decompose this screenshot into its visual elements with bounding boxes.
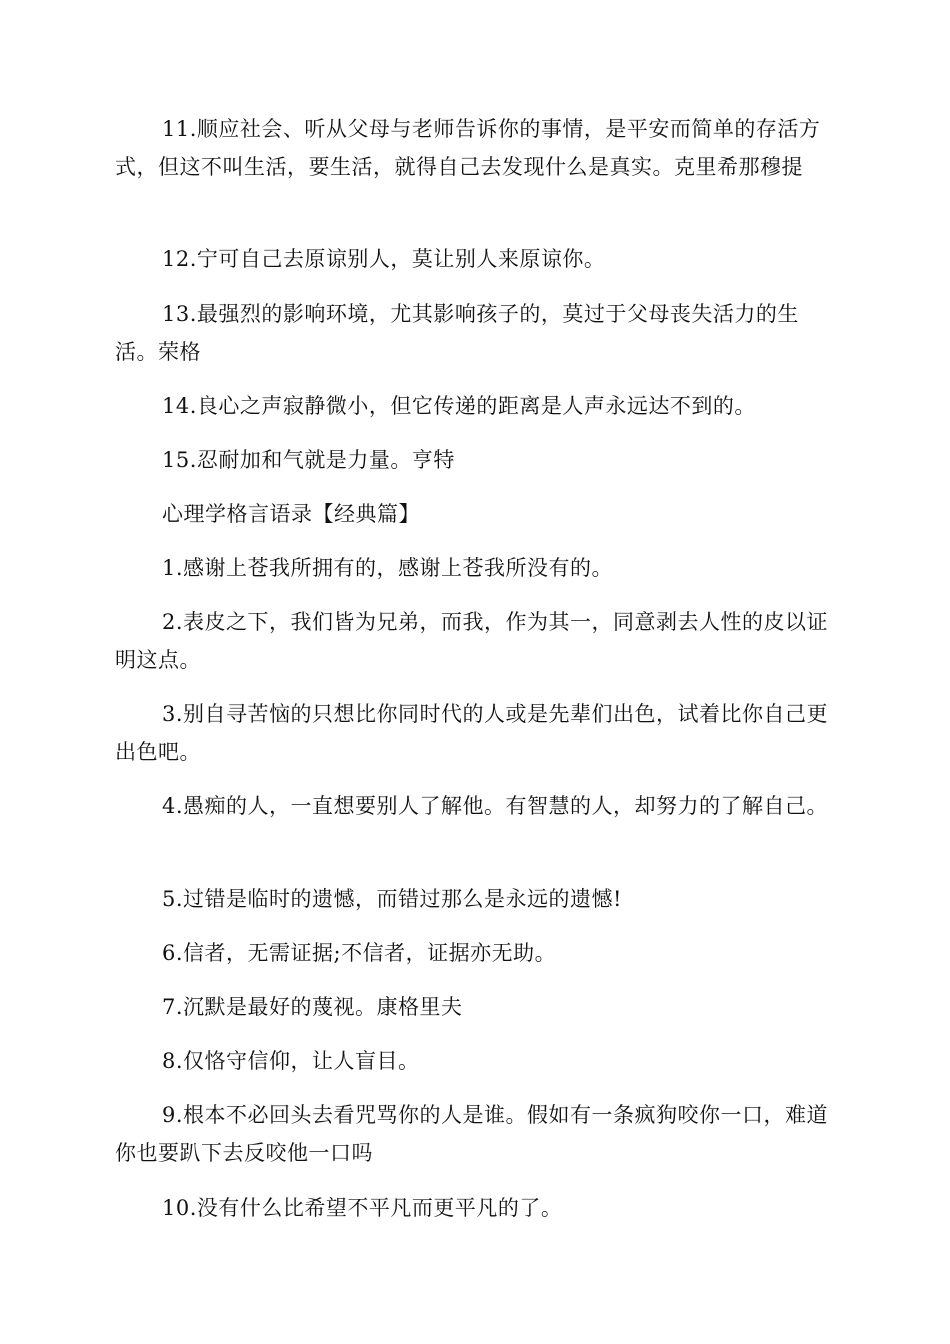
quote-paragraph: 3.别自寻苦恼的只想比你同时代的人或是先辈们出色，试着比你自己更出色吧。 — [115, 702, 829, 764]
quote-paragraph: 10.没有什么比希望不平凡而更平凡的了。 — [162, 1196, 563, 1220]
quote-paragraph: 11.顺应社会、听从父母与老师告诉你的事情，是平安而简单的存活方式，但这不叫生活，要生活，就得自己去发现什么是真实。克里希那穆提 — [115, 117, 821, 179]
quote-paragraph: 5.过错是临时的遗憾，而错过那么是永远的遗憾! — [162, 887, 622, 911]
quote-paragraph: 9.根本不必回头去看咒骂你的人是谁。假如有一条疯狗咬你一口，难道你也要趴下去反咬他一口吗 — [115, 1103, 829, 1165]
quote-paragraph: 4.愚痴的人，一直想要别人了解他。有智慧的人，却努力的了解自己。 — [162, 794, 829, 818]
section-heading: 心理学格言语录【经典篇】 — [162, 502, 420, 526]
quote-paragraph: 7.沉默是最好的蔑视。康格里夫 — [162, 995, 463, 1019]
quote-paragraph: 8.仅恪守信仰，让人盲目。 — [162, 1049, 420, 1073]
quote-paragraph: 15.忍耐加和气就是力量。亨特 — [162, 448, 455, 472]
quote-paragraph: 13.最强烈的影响环境，尤其影响孩子的，莫过于父母丧失活力的生活。荣格 — [115, 302, 799, 364]
quote-paragraph: 2.表皮之下，我们皆为兄弟，而我，作为其一，同意剥去人性的皮以证明这点。 — [115, 610, 829, 672]
quote-paragraph: 12.宁可自己去原谅别人，莫让别人来原谅你。 — [162, 247, 606, 271]
quote-paragraph: 6.信者，无需证据;不信者，证据亦无助。 — [162, 941, 557, 965]
quote-paragraph: 1.感谢上苍我所拥有的，感谢上苍我所没有的。 — [162, 556, 614, 580]
quote-paragraph: 14.良心之声寂静微小，但它传递的距离是人声永远达不到的。 — [162, 394, 756, 418]
